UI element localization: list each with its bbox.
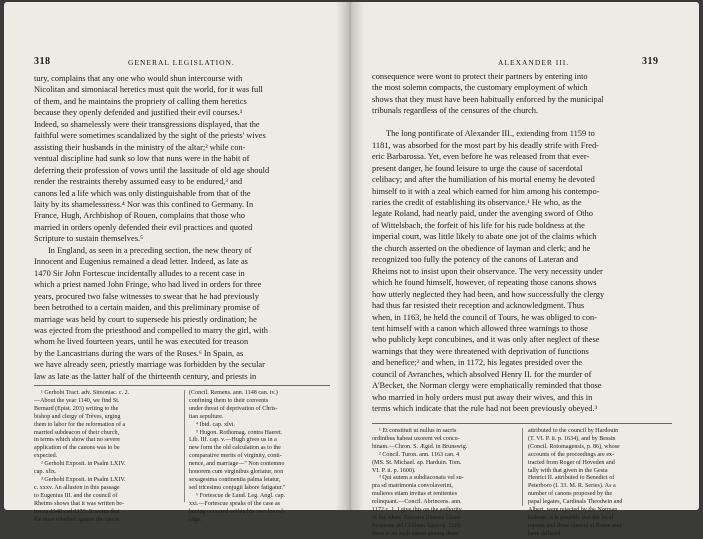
footnote-line: tracted from Roger of Hoveden and	[528, 459, 615, 466]
text-line: which he found himself, however, of repeating those canons shows	[372, 278, 597, 288]
text-line: laity by its shamelessness.⁴ Nor was this confined to Germany. In	[34, 199, 254, 209]
text-line: In England, as seen in a preceding section, the new theory of	[48, 245, 252, 255]
text-line: deferring their profession of vows until the lassitude of old age should	[34, 165, 270, 175]
text-line: the most solemn compacts, the customary employment of which	[372, 83, 588, 93]
text-line: of them, and he maintains the propriety of calling them heretics	[34, 96, 247, 106]
footnote-line: ² Gerhohi Exposit. in Psalm LXIV.	[41, 461, 126, 468]
text-line: by the Lancastrians during the wars of the Roses.⁶ In Spain, as	[34, 348, 244, 358]
text-line: tent himself with a canon which allowed three warnings to those	[372, 323, 588, 333]
footnote-line: mulieres etiam invitas et renitentes	[372, 491, 457, 498]
footnote-line: ⁶ Fortescue de Laud. Leg. Angl. cap.	[196, 492, 286, 499]
text-line: tribunals regardless of the censures of the church.	[372, 106, 539, 116]
footnote-line: —About the year 1140, we find St.	[34, 397, 120, 404]
footnote-line: new form the old calculation as to the	[189, 445, 281, 452]
left-body-text	[34, 73, 346, 382]
footnote-line: Peterboro (I. 33. M. R. Series). As a	[528, 483, 616, 490]
footnote-line: relinquant.—Concil. Abrincens. ann.	[372, 499, 462, 506]
text-line: consequence were wont to protect their partners by entering into	[372, 72, 588, 81]
footnote-line: sexagesima continentia palma letatur,	[189, 476, 281, 483]
text-line: shows that they must have been habitually enforced by the municipal	[372, 94, 604, 104]
text-line: who married in holy orders must put away their wives, and this in	[372, 392, 593, 402]
footnote-line: Henrici II. attributed to Benedict of	[528, 475, 615, 482]
footnote-line: sed tricesimo conjugii labore fatigatur."	[189, 484, 286, 491]
footnote-line: application of the canons was to be	[34, 445, 120, 452]
footnote-line: ⁵ Hugon. Rothomag. contra Haeret.	[196, 429, 283, 436]
text-line: raries the credit of establishing its observance.¹ He who, as the	[372, 197, 582, 207]
right-footnotes-col2	[528, 428, 676, 539]
text-line: Nicolitan and simoniacal heretics must quit the world, for it was full	[34, 85, 263, 95]
text-line: years, procured two false witnesses to swear that he had previously	[34, 291, 259, 301]
footnote-line: 1172 c. 1. I give this on the authority	[372, 507, 462, 514]
text-line: eric Barbarossa. Yet, even before he was released from that ever-	[372, 152, 590, 162]
text-line: whom he lived fourteen years, until he was executed for treason	[34, 337, 249, 347]
text-line: and benefice;² and when, in 1172, his legates presided over the	[372, 358, 583, 368]
footnote-line: ³ Qui autem a subdiaconatu vel su-	[379, 475, 464, 482]
text-line: we have already seen, priestly marriage was forbidden by the secular	[34, 360, 265, 370]
right-page	[350, 2, 699, 537]
footnote-line: number of canons proposed by the	[528, 491, 613, 498]
text-line: France, Hugh, Archbishop of Rouen, complains that those who	[34, 211, 245, 221]
text-line: faithful were sometimes scandalized by the sight of the priests' wives	[34, 131, 266, 141]
footnote-line: married subdeacon of their church,	[34, 429, 120, 436]
right-footnotes	[372, 428, 678, 537]
footnote-line: c. xxxv. An allusion in this passage	[34, 484, 120, 491]
footnote-line: pra sd matrimonia convolaverint,	[372, 483, 453, 490]
footnote-line: xxi.—Fortescue speaks of the case as	[189, 500, 281, 507]
footnote-line: tian sepulture.	[189, 413, 224, 420]
text-line: was ejected from the priesthood and compelled to marry the girl, with	[34, 325, 268, 335]
footnote-line: confining them to their convents	[189, 397, 269, 404]
text-line: Innocent and Eugenius remained a dead letter. Indeed, as late as	[34, 257, 248, 267]
footnote-line: ¹ Et constituit ut nullus in sacris	[379, 428, 457, 434]
footnote-line: ⁴ Ibid. cap. xlvi.	[196, 421, 236, 428]
text-line: tury, complains that any one who would shun intercourse with	[34, 74, 243, 83]
text-line: law as late as the latter half of the thirteenth century, and priests in	[34, 371, 257, 381]
text-line: warnings that they were threatened with deprivation of functions	[372, 346, 589, 356]
text-line: who publicly kept concubines, and it was only after neglect of these	[372, 335, 600, 345]
footnote-line: Albert, were rejected by the Norman	[528, 507, 618, 514]
footnote-line: to Eugenius III. and the council of	[34, 492, 118, 499]
footnote-line: (T. VI. P. ii. p. 1634), and by Bessin	[528, 435, 616, 442]
text-line: render the restraints thereby assumed easy to be endured,³ and	[34, 177, 243, 187]
footnote-line: cap. xlix.	[34, 469, 57, 476]
footnote-line: in terms which show that no severe	[34, 437, 120, 444]
text-line: The long pontificate of Alexander III., extending from 1159 to	[386, 129, 595, 139]
footnote-line: tally with that given in the Gesta	[528, 467, 608, 474]
left-footnote-rule	[34, 385, 330, 386]
text-line: Rheims not to insist upon their observance. The very necessity under	[372, 266, 603, 276]
right-footnotes-col1	[372, 428, 518, 539]
left-page	[4, 2, 350, 523]
footnote-line: have differed.	[528, 530, 562, 537]
text-line: imperial court, was little likely to abate one jot of the claims which	[372, 232, 597, 242]
footnote-line: Bernard (Epist. 203) writing to the	[34, 405, 119, 412]
text-line: of Wittelsbach, the forfeit of his life for his rude boldness at the	[372, 220, 585, 230]
text-line: because they openly defended and justified their evil courses.¹	[34, 108, 243, 118]
footnote-line: (Concil. Remens. ann. 1148 can. iv.)	[189, 390, 278, 396]
footnote-line: bishop and clergy of Trèves, urging	[34, 413, 121, 420]
right-body-text	[372, 71, 678, 415]
footnote-line: of the Abate Zaccaria (Nuova Giusti-	[372, 514, 463, 521]
text-line: how utterly neglected they had been, and how successfully the clergy	[372, 289, 605, 299]
left-footnotes-col2	[189, 390, 335, 524]
text-line: 1181, was absorbed for the most part by his deadly strife with Fred-	[372, 140, 599, 150]
text-line: been betrothed to a certain maiden, and this preliminary promise of	[34, 303, 260, 313]
text-line: terms which indicate that the rule had not been previously obeyed.³	[372, 404, 598, 414]
text-line: Scripture to sustain themselves.⁵	[34, 234, 143, 244]
footnote-line: under threat of deprivation of Chris-	[189, 405, 278, 412]
footnote-line: accounts of the proceedings are ex-	[528, 451, 615, 458]
footnote-line: bishops, it is possible that the local	[528, 514, 614, 521]
text-line: A'Becket, the Norman clergy were emphatically reminded that those	[372, 381, 602, 391]
footnote-line: ³ Gerhohi Exposit. in Psalm LXIV.	[41, 476, 126, 483]
right-page-number: 319	[642, 56, 659, 67]
footnote-line: Rheims shows that it was written be-	[34, 500, 125, 507]
footnote-line: nence, and marriage—" Non contemno	[189, 461, 285, 468]
left-footnotes	[34, 390, 334, 523]
footnote-line: tween 1148 and 1153. It seems that	[34, 508, 120, 515]
text-line: the church asserted on the obedience of layman and clerk; and he	[372, 243, 591, 253]
footnote-line: VI. P. ii. p. 1600).	[372, 467, 416, 474]
text-line: when, in 1163, he held the council of Tours, he was obliged to con-	[372, 312, 598, 322]
right-footnote-rule	[372, 423, 672, 424]
footnote-line: attributed to the council by Hardouin	[528, 428, 619, 434]
footnote-line: edge.	[189, 516, 203, 523]
text-line: himself to it with a zeal which earned for him among his contempo-	[372, 186, 600, 196]
right-running-head: ALEXANDER III.	[498, 58, 570, 67]
footnote-line: ordinibus habeat uxorem vel concu-	[372, 435, 460, 442]
right-footnote-column-divider	[522, 428, 523, 506]
text-line	[372, 117, 678, 128]
footnote-line: (Concil. Rotomagensis, p. 86), whose	[528, 443, 620, 450]
text-line: which a priest named John Fringe, who had lived in orders for three	[34, 280, 262, 290]
footnote-line: comparative merits of virginity, conti-	[189, 453, 282, 460]
text-line: married in orders openly defended their evil practices and quoted	[34, 222, 253, 232]
footnote-line: there is no such canon among those	[372, 530, 459, 537]
left-footnote-column-divider	[184, 390, 185, 502]
left-footnotes-col1	[34, 390, 180, 524]
text-line: recognized too fully the potency of the canons of Lateran and	[372, 255, 579, 265]
text-line: had thus far resisted their reception and acknowledgment. Thus	[372, 301, 585, 311]
footnote-line: expected.	[34, 453, 58, 460]
text-line: Indeed, so shamelessly were their transgressions displayed, that the	[34, 119, 260, 129]
footnote-line: ² Concil. Turon. ann. 1163 can. 4	[379, 451, 460, 458]
text-line: present danger, he found leisure to urge the cause of sacerdotal	[372, 163, 583, 173]
footnote-line: having occurred within his own knowl-	[189, 508, 285, 515]
text-line: marriage was held by court to supersede his priestly ordination; he	[34, 314, 257, 324]
text-line: council of Avranches, which absolved Henry II. for the murder of	[372, 369, 592, 379]
footnote-line: ficazione del Celibato Sacro p. 120);	[372, 522, 462, 529]
footnote-line: the nuns rebelled against the canon	[34, 516, 120, 523]
footnote-line: honorem cum virginibus gloriatur, non	[189, 469, 284, 476]
footnote-line: reports and those current at Rome may	[528, 522, 623, 529]
text-line: ventual discipline had sunk so low that nuns were in the habit of	[34, 154, 250, 164]
footnote-line: binam.—Chron. S. Ægid. in Brunswig.	[372, 443, 468, 450]
footnote-line: papal legates, Cardinals Theodwin and	[528, 499, 623, 506]
footnote-line: Lib. III. cap. v.—Hugh gives us in a	[189, 437, 277, 444]
text-line: assisting their husbands in the ministry of the altar;² while con-	[34, 142, 246, 152]
footnote-line: ¹ Gerhohi Tract. adv. Simoniac. c. 2.	[41, 390, 130, 396]
text-line: legate Roland, had nearly paid, under the avenging sword of Otho	[372, 209, 593, 219]
text-line: 1470 Sir John Fortescue incidentally alludes to a recent case in	[34, 268, 245, 278]
footnote-line: them to labor for the reformation of a	[34, 421, 126, 428]
left-page-number: 318	[34, 56, 51, 67]
left-running-head: GENERAL LEGISLATION.	[128, 58, 235, 67]
footnote-line: (MS. St. Michael. ap. Harduin. Tom.	[372, 459, 462, 466]
text-line: canons led a life which was only distinguishable from that of the	[34, 188, 251, 198]
text-line: celibacy; and after the humiliation of his mortal enemy he devoted	[372, 175, 595, 185]
